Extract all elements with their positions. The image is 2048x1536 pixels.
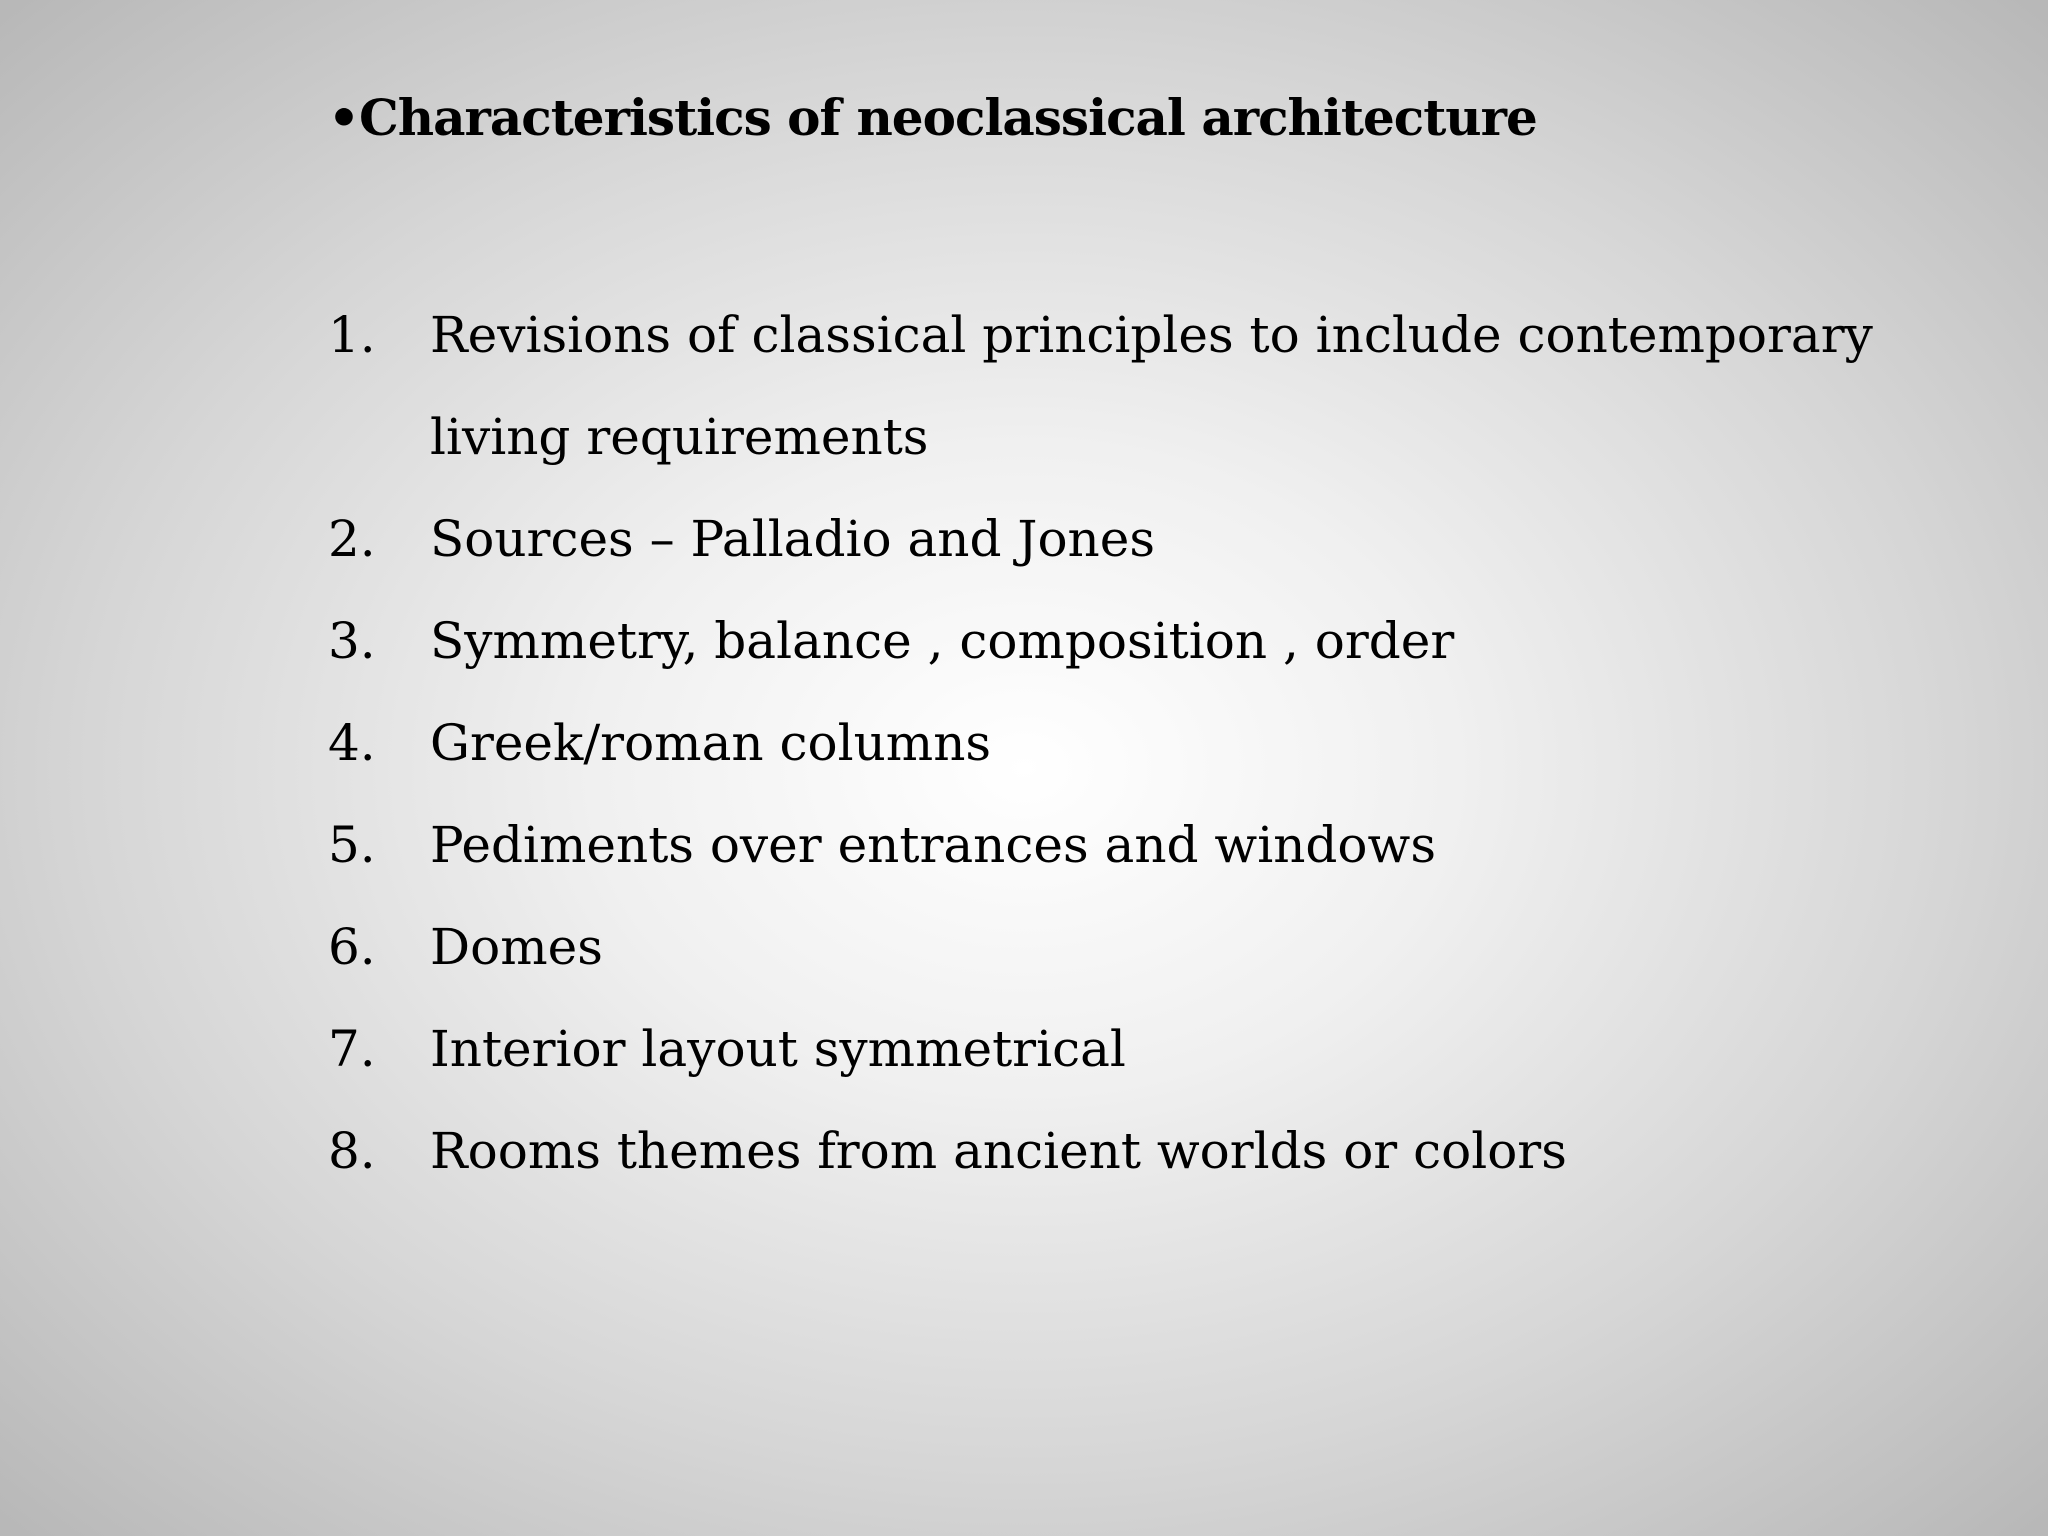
list-item (328, 488, 2008, 590)
list-item-text: Interior layout symmetrical (430, 1020, 1126, 1078)
list-item-number: 5. (328, 816, 376, 874)
list-item-number: 4. (328, 714, 376, 772)
list-item-text: Sources – Palladio and Jones (430, 510, 1155, 568)
slide-title: •Characteristics of neoclassical architecture (328, 88, 1537, 147)
list-item-text: Greek/roman columns (430, 714, 992, 772)
list-item (328, 1100, 2008, 1202)
list-item-number: 3. (328, 612, 376, 670)
list-item-number: 6. (328, 918, 376, 976)
list-item-number: 2. (328, 510, 376, 568)
list-item (328, 692, 2008, 794)
list-item-number: 8. (328, 1122, 376, 1180)
list-item-text: Revisions of classical principles to include contemporary living requirements (430, 306, 1873, 466)
list-item (328, 284, 2008, 488)
list-item-text: Pediments over entrances and windows (430, 816, 1436, 874)
list-item-number: 7. (328, 1020, 376, 1078)
list-item-number: 1. (328, 306, 376, 364)
list-item-text: Rooms themes from ancient worlds or colors (430, 1122, 1567, 1180)
list-item-text: Symmetry, balance , composition , order (430, 612, 1455, 670)
list-item (328, 998, 2008, 1100)
list-item (328, 794, 2008, 896)
characteristics-list (328, 284, 2008, 1202)
list-item (328, 896, 2008, 998)
list-item (328, 590, 2008, 692)
list-item-text: Domes (430, 918, 603, 976)
